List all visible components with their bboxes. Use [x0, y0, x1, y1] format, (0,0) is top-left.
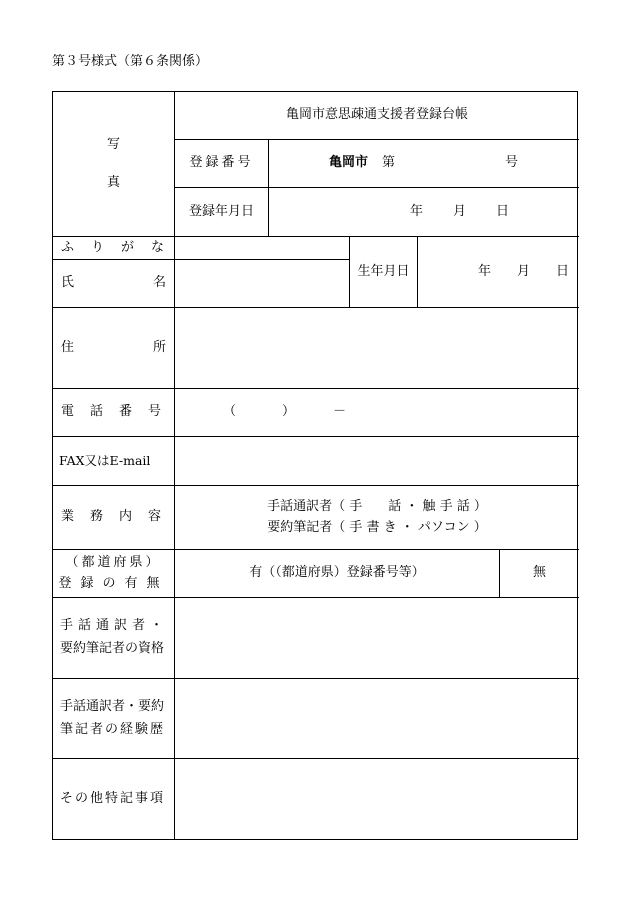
- prefecture-registration-no-text: 無: [532, 565, 546, 581]
- fax-email-label: [53, 437, 174, 485]
- birth-date-label-text: 生年月日: [357, 263, 410, 279]
- experience-input[interactable]: [175, 679, 579, 758]
- phone-input[interactable]: [175, 389, 579, 436]
- prefecture-registration-label-2: 登録の有無: [58, 575, 169, 591]
- registration-go: 号: [505, 155, 519, 171]
- qualification-label-1: 手話通訳者・: [60, 618, 169, 634]
- phone-label-text: 電話番号: [61, 404, 178, 420]
- prefecture-registration-yes[interactable]: [175, 550, 499, 597]
- fax-email-label-text: FAX又はE-mail: [59, 453, 151, 469]
- registration-date-day: 日: [496, 203, 510, 219]
- name-label-right: 名: [152, 275, 166, 291]
- registration-city: 亀岡市: [329, 155, 369, 171]
- name-label-left: 氏: [61, 275, 75, 291]
- work-label: [53, 486, 178, 549]
- prefecture-registration-yes-text: 有（（都道府県）登録番号等）: [249, 565, 425, 581]
- work-option-sign-language: 手話通訳者（ 手 話 ・ 触 手 話 ）: [267, 499, 487, 515]
- prefecture-registration-no[interactable]: [500, 550, 579, 597]
- form-title-text: 亀岡市意思疎通支援者登録台帳: [285, 107, 468, 123]
- work-option-summary-writing: 要約筆記者（ 手 書 き ・ パソコン ）: [267, 519, 487, 535]
- other-notes-label: [53, 759, 174, 840]
- other-notes-input[interactable]: [175, 759, 579, 840]
- birth-date-field[interactable]: [418, 237, 579, 307]
- registration-date-label-text: 登録年月日: [188, 203, 254, 219]
- furigana-label-text: ふりがな: [61, 239, 182, 255]
- phone-label: [53, 389, 178, 436]
- prefecture-registration-label-1: （都道府県）: [65, 555, 162, 571]
- form-title: [175, 92, 579, 139]
- phone-dash: －: [333, 404, 347, 420]
- work-label-text: 業務内容: [61, 509, 178, 525]
- birth-date-label: [350, 237, 417, 307]
- registration-number-field[interactable]: [269, 140, 579, 187]
- form-number: 第３号様式（第６条関係）: [52, 54, 209, 69]
- registration-date-month: 月: [453, 203, 467, 219]
- registration-number-label-text: 登録番号: [189, 155, 254, 171]
- photo-label-2: 真: [106, 175, 120, 190]
- registration-date-field[interactable]: [269, 188, 579, 236]
- registration-dai: 第: [382, 155, 396, 171]
- work-options[interactable]: [175, 486, 579, 549]
- fax-email-input[interactable]: [175, 437, 579, 485]
- other-notes-label-text: その他特記事項: [60, 791, 166, 807]
- furigana-input[interactable]: [175, 237, 349, 259]
- qualification-label-2: 要約筆記者の資格: [60, 641, 165, 656]
- address-label-right: 所: [152, 339, 166, 355]
- prefecture-registration-label: [53, 550, 174, 597]
- phone-paren-open: （: [223, 404, 237, 420]
- registration-date-year: 年: [410, 203, 424, 219]
- name-input[interactable]: [175, 260, 349, 307]
- photo-label-1: 写: [106, 136, 120, 152]
- photo-area: [53, 92, 174, 236]
- experience-label-1: 手話通訳者・要約: [60, 698, 165, 714]
- qualification-input[interactable]: [175, 598, 579, 678]
- qualification-label: [53, 598, 174, 678]
- registration-ledger-form: [52, 91, 578, 840]
- birth-date-month: 月: [517, 263, 531, 279]
- furigana-label: [53, 237, 182, 259]
- name-label: [53, 260, 174, 307]
- experience-label: [53, 679, 174, 758]
- phone-paren-close: ）: [282, 404, 296, 420]
- registration-date-label: [175, 188, 268, 236]
- registration-number-label: [175, 140, 268, 187]
- experience-label-2: 筆記者の経験歴: [60, 721, 166, 737]
- birth-date-year: 年: [478, 263, 492, 279]
- address-input[interactable]: [175, 308, 579, 388]
- birth-date-day: 日: [556, 263, 570, 279]
- address-label: [53, 308, 174, 388]
- address-label-left: 住: [61, 339, 75, 355]
